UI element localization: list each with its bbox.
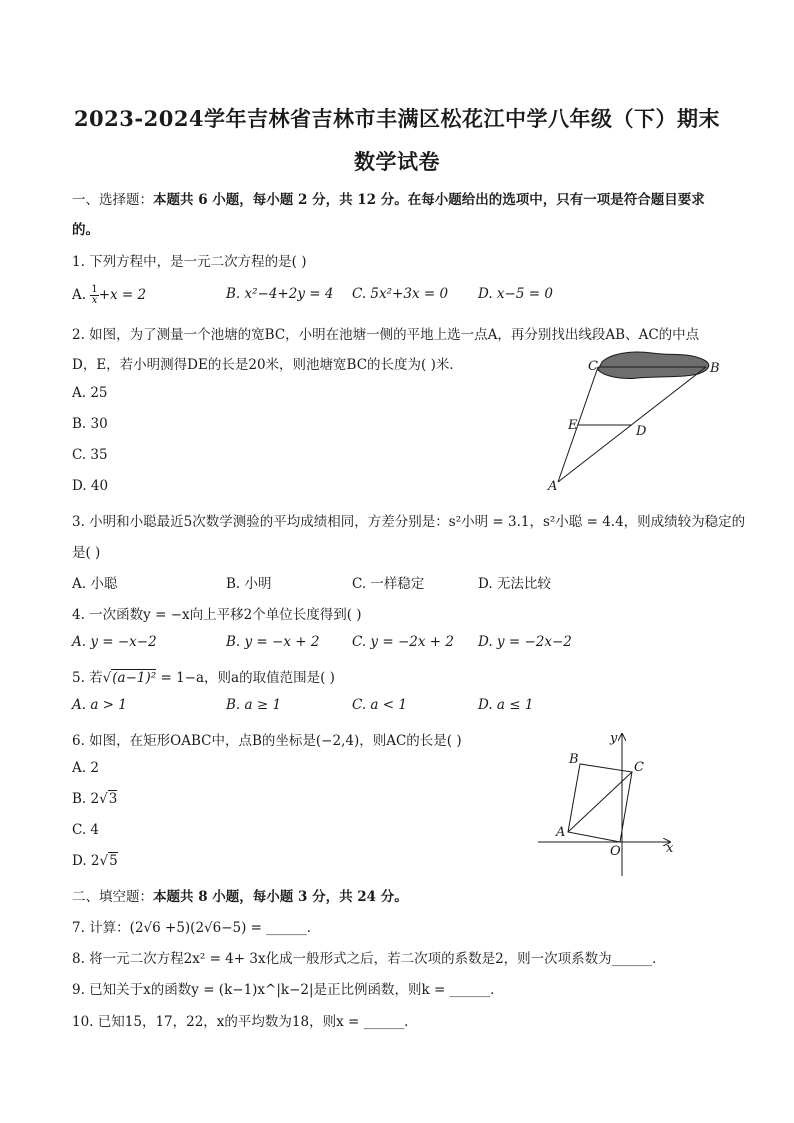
label-d: D <box>636 424 647 439</box>
section1-desc: 本题共 6 小题，每小题 2 分，共 12 分。在每小题给出的选项中，只有一项是符合题目要求 <box>153 192 705 208</box>
q2-option-a: A. 25 <box>72 385 108 401</box>
q6-option-d <box>72 853 118 869</box>
q9-stem: 9. 已知关于x的函数y = (k−1)x^|k−2|是正比例函数，则k = ______． <box>72 982 504 998</box>
pond-triangle-figure <box>540 348 730 496</box>
q2-option-b: B. 30 <box>72 416 108 432</box>
q1-stem: 1. 下列方程中，是一元二次方程的是( ) <box>72 254 307 270</box>
q6-option-b-pre: B. 2 <box>72 791 100 807</box>
q5-option-c: C. a < 1 <box>352 697 407 713</box>
section1-desc-cont: 的。 <box>72 222 99 238</box>
q4-option-b: B. y = −x + 2 <box>226 634 320 650</box>
q4-option-c: C. y = −2x + 2 <box>352 634 454 650</box>
q6-option-a: A. 2 <box>72 760 99 776</box>
q3-option-a: A. 小聪 <box>72 576 118 592</box>
label-a: A <box>548 479 558 494</box>
fraction-1-over-x: $\frac{1}{x}$ <box>91 284 98 306</box>
q5-stem-root: (a−1)² <box>112 670 157 686</box>
q4-stem: 4. 一次函数y = −x向上平移2个单位长度得到( ) <box>72 607 362 623</box>
label-x: x <box>666 841 674 856</box>
q2-stem-line2: D，E，若小明测得DE的长是20米，则池塘宽BC的长度为( )米． <box>72 357 463 373</box>
section2-header <box>72 885 408 905</box>
section1-header <box>72 188 705 208</box>
q5-option-d: D. a ≤ 1 <box>478 697 534 713</box>
rectangle-oabc-figure <box>532 728 682 878</box>
section2-desc: 本题共 8 小题，每小题 3 分，共 24 分。 <box>153 889 408 905</box>
section2-prefix: 二、填空题： <box>72 889 153 905</box>
q5-option-b: B. a ≥ 1 <box>226 697 282 713</box>
label-b: B <box>569 752 579 767</box>
label-b: B <box>710 361 720 376</box>
label-a: A <box>556 825 566 840</box>
q5-stem-pre: 5. 若 <box>72 670 103 686</box>
q6-stem: 6. 如图，在矩形OABC中，点B的坐标是(−2,4)，则AC的长是( ) <box>72 733 462 749</box>
label-c: C <box>588 359 598 374</box>
q6-option-c: C. 4 <box>72 822 100 838</box>
section1-prefix: 一、选择题： <box>72 192 153 208</box>
label-o: O <box>610 844 621 859</box>
sqrt-symbol: √ <box>99 853 109 869</box>
q1-option-a-label: A. <box>72 287 91 303</box>
q1-option-b: B. x²−4+2y = 4 <box>226 286 334 302</box>
exam-title-line2: 数学试卷 <box>354 149 440 174</box>
q5-option-a: A. a > 1 <box>72 697 127 713</box>
q3-option-c: C. 一样稳定 <box>352 576 425 592</box>
q1-option-a <box>72 285 146 306</box>
q10-stem: 10. 已知15，17，22，x的平均数为18，则x = ______． <box>72 1014 418 1030</box>
sqrt-symbol: √ <box>102 670 112 686</box>
q3-stem-line2: 是( ) <box>72 545 101 561</box>
q2-option-c: C. 35 <box>72 447 108 463</box>
q3-stem-line1: 3. 小明和小聪最近5次数学测验的平均成绩相同，方差分别是：s²小明 = 3.1，s²小聪 = 4.4，则成绩较为稳定的 <box>72 514 746 530</box>
exam-title-line1: 2023-2024学年吉林省吉林市丰满区松花江中学八年级（下）期末 <box>73 106 721 131</box>
q1-option-a-expr: +x = 2 <box>98 287 147 303</box>
pond-shape <box>598 352 709 379</box>
q4-option-d: D. y = −2x−2 <box>478 634 572 650</box>
q7-stem: 7. 计算：(2√6 +5)(2√6−5) = ______． <box>72 920 321 936</box>
q3-option-d: D. 无法比较 <box>478 576 551 592</box>
label-y: y <box>610 731 618 746</box>
sqrt-symbol: √ <box>99 791 108 807</box>
q6-option-d-pre: D. 2 <box>72 853 100 869</box>
q1-option-d: D. x−5 = 0 <box>478 286 553 302</box>
q3-option-b: B. 小明 <box>226 576 272 592</box>
q1-option-c: C. 5x²+3x = 0 <box>352 286 449 302</box>
q8-stem: 8. 将一元二次方程2x² = 4+ 3x化成一般形式之后，若二次项的系数是2，则一次项系数为______． <box>72 951 666 967</box>
label-e: E <box>568 418 578 433</box>
q6-option-b-root: 3 <box>108 791 118 807</box>
label-c: C <box>634 760 644 775</box>
q5-stem-post: = 1−a，则a的取值范围是( ) <box>156 670 335 686</box>
q2-option-d: D. 40 <box>72 478 109 494</box>
q6-option-d-root: 5 <box>109 853 118 869</box>
q6-option-b <box>72 791 117 807</box>
q2-stem-line1: 2. 如图，为了测量一个池塘的宽BC，小明在池塘一侧的平地上选一点A，再分别找出线段AB、AC的中点 <box>72 327 700 343</box>
q5-stem <box>72 666 335 686</box>
q4-option-a: A. y = −x−2 <box>72 634 157 650</box>
